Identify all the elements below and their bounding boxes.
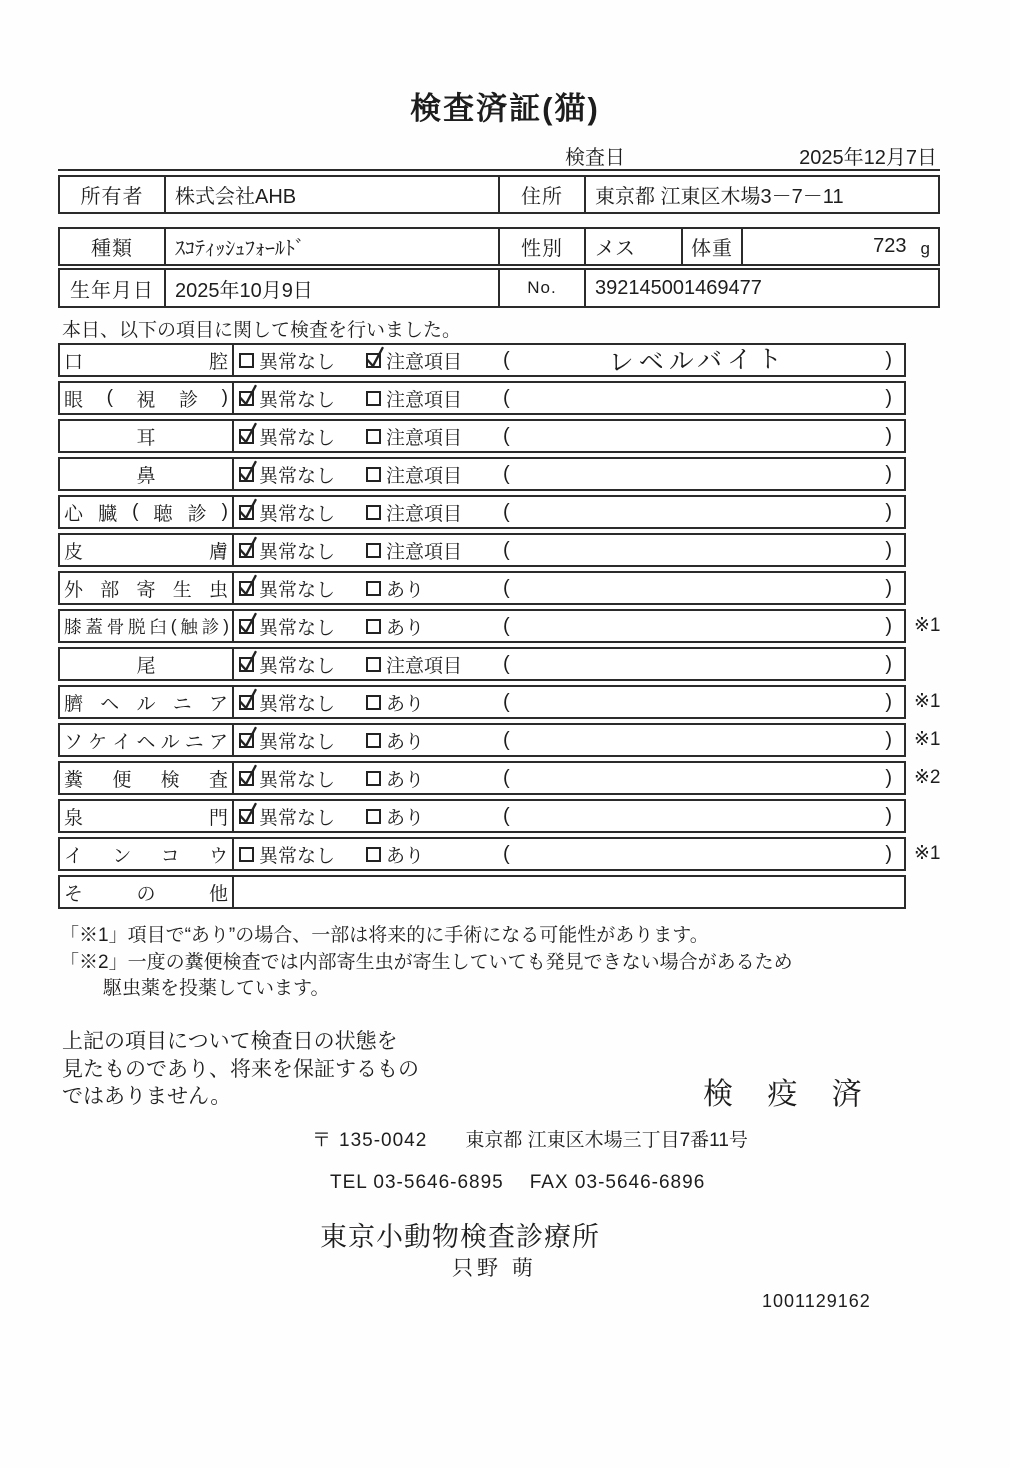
option-no-abnormality (239, 803, 366, 830)
option-no-abnormality (239, 689, 366, 716)
postal-code: 135-0042 (339, 1130, 428, 1151)
paren-close-text: ) (885, 842, 892, 865)
exam-item-label: そ の 他 (60, 877, 234, 907)
inspection-date-value: 2025年12月7日 (799, 147, 937, 169)
footnote-2: 「※2」一度の糞便検査では内部寄生虫が寄生していても発見できない場合があるため (60, 952, 793, 973)
option-attention-or-present (366, 727, 503, 754)
option-label: 注意項目 (386, 655, 463, 677)
option-label: 注意項目 (386, 389, 463, 411)
exam-table-row (58, 685, 941, 719)
exam-table-row (58, 457, 941, 491)
paren-close-text: ) (885, 614, 892, 637)
weight-label: 体重 (681, 229, 741, 264)
footnote-mark: ※1 (914, 729, 941, 750)
paren-close-text: ) (885, 424, 892, 447)
checkbox-icon (366, 543, 381, 558)
handwritten-note (514, 811, 882, 819)
check-mark-icon (238, 688, 259, 711)
paren-close-text: ) (885, 538, 892, 561)
checkbox-icon (239, 771, 254, 786)
checkbox-icon (239, 581, 254, 596)
exam-row-box (58, 381, 906, 415)
option-no-abnormality (239, 727, 366, 754)
address-label: 住所 (498, 177, 584, 212)
checkbox-icon (366, 809, 381, 824)
fax-number: FAX 03-5646-6896 (529, 1172, 706, 1193)
exam-item-label: 膝 蓋 骨 脱 臼 ( 触 診 ) (60, 611, 234, 641)
exam-table-row (58, 837, 941, 871)
checkbox-icon (366, 771, 381, 786)
option-label: 注意項目 (386, 465, 463, 487)
paren-open-text: ( (503, 348, 510, 371)
option-attention-or-present (366, 651, 503, 678)
option-label: 異常なし (259, 541, 336, 563)
header-divider-line (58, 169, 940, 171)
footnote-mark: ※2 (914, 767, 941, 788)
paren-close-text: ) (885, 576, 892, 599)
handwritten-note (514, 545, 882, 553)
option-label: あり (386, 579, 425, 601)
handwritten-note (514, 469, 882, 477)
option-label: 異常なし (259, 465, 336, 487)
exam-item-label: 心 臓 ( 聴 診 ) (60, 497, 234, 527)
handwritten-note (514, 659, 882, 667)
footnote-2-continued: 駆虫薬を投薬しています。 (103, 978, 330, 999)
handwritten-note (514, 697, 882, 705)
paren-open-text: ( (503, 690, 510, 713)
exam-item-label: 鼻 (60, 459, 234, 489)
handwritten-note (514, 773, 882, 781)
option-no-abnormality (239, 423, 366, 450)
exam-row-content (234, 345, 904, 375)
check-mark-icon (238, 422, 259, 445)
exam-row-box (58, 837, 906, 871)
exam-row-content (234, 573, 904, 603)
exam-table-row (58, 495, 941, 529)
exam-row-content (234, 421, 904, 451)
option-label: 異常なし (259, 807, 336, 829)
exam-row-content (234, 877, 904, 907)
paren-open-text: ( (503, 500, 510, 523)
option-attention-or-present (366, 461, 503, 488)
option-label: あり (386, 807, 425, 829)
exam-table-row (58, 533, 941, 567)
checkbox-icon (239, 505, 254, 520)
option-attention-or-present (366, 841, 503, 868)
exam-item-label: 尾 (60, 649, 234, 679)
exam-row-box (58, 419, 906, 453)
checkbox-icon (366, 847, 381, 862)
footnote-mark: ※1 (914, 615, 941, 636)
checkbox-icon (366, 391, 381, 406)
disclaimer-line: 上記の項目について検査日の状態を (62, 1030, 398, 1053)
check-mark-icon (365, 346, 386, 369)
postal-mark-icon: 〒 (312, 1130, 332, 1151)
paren-close-text: ) (885, 500, 892, 523)
option-attention-or-present (366, 613, 503, 640)
exam-item-label: 眼 ( 視 診 ) (60, 383, 234, 413)
handwritten-note (514, 621, 882, 629)
exam-row-box (58, 723, 906, 757)
check-mark-icon (238, 384, 259, 407)
checkbox-icon (239, 543, 254, 558)
paren-open-text: ( (503, 614, 510, 637)
exam-row-box (58, 761, 906, 795)
exam-row-box (58, 571, 906, 605)
exam-row-box (58, 533, 906, 567)
exam-item-label: イ ン コ ウ (60, 839, 234, 869)
disclaimer-line: 見たものであり、将来を保証するもの (62, 1057, 419, 1081)
option-label: 異常なし (259, 655, 336, 677)
birth-label: 生年月日 (70, 279, 154, 302)
exam-row-content (234, 725, 904, 755)
exam-row-content (234, 383, 904, 413)
option-no-abnormality (239, 385, 366, 412)
exam-row-content (234, 535, 904, 565)
paren-close-text: ) (885, 766, 892, 789)
birth-value: 2025年10月9日 (164, 270, 498, 306)
owner-value: 株式会社AHB (164, 177, 498, 212)
quarantine-stamp: 検 疫 済 (703, 1078, 875, 1111)
option-label: 異常なし (259, 427, 336, 449)
exam-table-row (58, 723, 941, 757)
weight-value: 723 (873, 235, 907, 257)
option-no-abnormality (239, 499, 366, 526)
disclaimer-line: ではありません。 (62, 1085, 232, 1108)
paren-open-text: ( (503, 462, 510, 485)
option-attention-or-present (366, 689, 503, 716)
exam-item-label: 外 部 寄 生 虫 (60, 573, 234, 603)
clinic-postal-line (312, 1125, 748, 1152)
option-attention-or-present (366, 803, 503, 830)
no-label: No. (498, 270, 584, 306)
paren-open-text: ( (503, 804, 510, 827)
paren-open-text: ( (503, 842, 510, 865)
checkbox-icon (366, 657, 381, 672)
check-mark-icon (238, 536, 259, 559)
option-attention-or-present (366, 499, 503, 526)
clinic-name: 東京小動物検査診療所 (320, 1222, 600, 1252)
tel-fax-line (330, 1172, 705, 1194)
handwritten-note: レベルバイト (608, 344, 787, 377)
option-attention-or-present (366, 385, 503, 412)
option-label: あり (386, 769, 425, 791)
exam-item-label: 口 腔 (60, 345, 234, 375)
exam-row-box (58, 495, 906, 529)
checkbox-icon (239, 695, 254, 710)
exam-table-row (58, 647, 941, 681)
checkbox-icon (239, 429, 254, 444)
exam-row-content (234, 649, 904, 679)
breed-row (58, 227, 940, 266)
option-label: 異常なし (259, 769, 336, 791)
exam-row-box (58, 685, 906, 719)
exam-item-label: 耳 (60, 421, 234, 451)
exam-row-content (234, 763, 904, 793)
paren-open-text: ( (503, 728, 510, 751)
option-attention-or-present (366, 347, 503, 374)
paren-open-text: ( (503, 386, 510, 409)
option-label: あり (386, 693, 425, 715)
breed-value: ｽｺﾃｨｯｼｭﾌｫｰﾙﾄﾞ (164, 229, 498, 264)
exam-row-box (58, 875, 906, 909)
checkbox-icon (239, 847, 254, 862)
exam-item-label: 臍 ヘ ル ニ ア (60, 687, 234, 717)
exam-row-content (234, 801, 904, 831)
option-label: あり (386, 617, 425, 639)
exam-item-label: 泉 門 (60, 801, 234, 831)
exam-table-row (58, 381, 941, 415)
checkbox-icon (366, 733, 381, 748)
option-label: 異常なし (259, 617, 336, 639)
exam-row-content (234, 687, 904, 717)
clinic-address: 東京都 江東区木場三丁目7番11号 (465, 1130, 748, 1151)
intro-text: 本日、以下の項目に関して検査を行いました。 (62, 320, 462, 341)
paren-close-text: ) (885, 386, 892, 409)
paren-open-text: ( (503, 652, 510, 675)
serial-number: 1001129162 (762, 1291, 871, 1311)
option-label: 注意項目 (386, 351, 463, 373)
footnote-mark: ※1 (914, 843, 941, 864)
handwritten-note (514, 393, 882, 401)
option-label: 異常なし (259, 693, 336, 715)
checkbox-icon (366, 581, 381, 596)
checkbox-icon (239, 733, 254, 748)
check-mark-icon (238, 802, 259, 825)
paren-open-text: ( (503, 576, 510, 599)
exam-table-row (58, 799, 941, 833)
paren-close-text: ) (885, 348, 892, 371)
paren-close-text: ) (885, 690, 892, 713)
option-attention-or-present (366, 537, 503, 564)
owner-label: 所有者 (80, 186, 144, 208)
checkbox-icon (366, 695, 381, 710)
checkbox-icon (239, 391, 254, 406)
exam-row-box (58, 457, 906, 491)
exam-row-box (58, 647, 906, 681)
checkbox-icon (239, 353, 254, 368)
checkbox-icon (239, 467, 254, 482)
checkbox-icon (366, 505, 381, 520)
option-label: あり (386, 731, 425, 753)
check-mark-icon (238, 460, 259, 483)
exam-item-label: 皮 膚 (60, 535, 234, 565)
exam-table-row (58, 609, 941, 643)
exam-item-label: 糞 便 検 査 (60, 763, 234, 793)
address-value: 東京都 江東区木場3－7－11 (584, 177, 938, 212)
handwritten-note (514, 849, 882, 857)
check-mark-icon (238, 498, 259, 521)
exam-row-content (234, 611, 904, 641)
check-mark-icon (238, 574, 259, 597)
exam-row-content (234, 459, 904, 489)
option-no-abnormality (239, 765, 366, 792)
paren-close-text: ) (885, 804, 892, 827)
checkbox-icon (366, 429, 381, 444)
option-label: あり (386, 845, 425, 867)
exam-row-content (234, 839, 904, 869)
exam-row-box (58, 343, 906, 377)
check-mark-icon (238, 650, 259, 673)
option-no-abnormality (239, 613, 366, 640)
checkbox-icon (239, 657, 254, 672)
option-no-abnormality (239, 537, 366, 564)
paren-close-text: ) (885, 728, 892, 751)
option-label: 注意項目 (386, 503, 463, 525)
footnote-1: 「※1」項目で“あり”の場合、一部は将来的に手術になる可能性があります。 (60, 925, 709, 946)
option-label: 異常なし (259, 389, 336, 411)
weight-cell (741, 229, 938, 264)
exam-table (58, 343, 941, 913)
option-no-abnormality (239, 651, 366, 678)
paren-open-text: ( (503, 538, 510, 561)
paren-close-text: ) (885, 462, 892, 485)
inspection-date-row (565, 141, 937, 170)
option-no-abnormality (239, 841, 366, 868)
option-label: 注意項目 (386, 427, 463, 449)
option-label: 異常なし (259, 731, 336, 753)
option-label: 異常なし (259, 351, 336, 373)
exam-table-row (58, 343, 941, 377)
birth-row (58, 268, 940, 308)
paren-open-text: ( (503, 766, 510, 789)
exam-table-row (58, 571, 941, 605)
handwritten-note (514, 507, 882, 515)
footnote-mark: ※1 (914, 691, 941, 712)
exam-item-label: ソ ケ イ ヘ ル ニ ア (60, 725, 234, 755)
sex-value: メス (584, 229, 681, 264)
check-mark-icon (238, 726, 259, 749)
checkbox-icon (366, 467, 381, 482)
option-no-abnormality (239, 575, 366, 602)
option-label: 異常なし (259, 845, 336, 867)
sex-label: 性別 (498, 229, 584, 264)
option-no-abnormality (239, 347, 366, 374)
option-attention-or-present (366, 575, 503, 602)
handwritten-note (514, 735, 882, 743)
page-title: 検査済証(猫) (410, 91, 600, 126)
breed-label: 種類 (91, 238, 133, 260)
handwritten-note (514, 583, 882, 591)
exam-row-content (234, 497, 904, 527)
option-label: 注意項目 (386, 541, 463, 563)
option-label: 異常なし (259, 503, 336, 525)
exam-table-row (58, 761, 941, 795)
tel-number: TEL 03-5646-6895 (330, 1172, 504, 1193)
checkbox-icon (366, 353, 381, 368)
exam-row-box (58, 609, 906, 643)
owner-row (58, 175, 940, 214)
handwritten-note (514, 431, 882, 439)
option-label: 異常なし (259, 579, 336, 601)
checkbox-icon (239, 619, 254, 634)
exam-row-box (58, 799, 906, 833)
paren-close-text: ) (885, 652, 892, 675)
veterinarian-name: 只野 萌 (452, 1257, 537, 1280)
inspection-date-label: 検査日 (565, 147, 625, 169)
checkbox-icon (366, 619, 381, 634)
option-attention-or-present (366, 423, 503, 450)
option-no-abnormality (239, 461, 366, 488)
option-attention-or-present (366, 765, 503, 792)
check-mark-icon (238, 764, 259, 787)
paren-open-text: ( (503, 424, 510, 447)
weight-unit: g (920, 238, 930, 258)
checkbox-icon (239, 809, 254, 824)
no-value: 392145001469477 (584, 270, 938, 306)
exam-table-row (58, 419, 941, 453)
disclaimer-text (62, 1028, 419, 1111)
check-mark-icon (238, 612, 259, 635)
exam-table-row (58, 875, 941, 909)
